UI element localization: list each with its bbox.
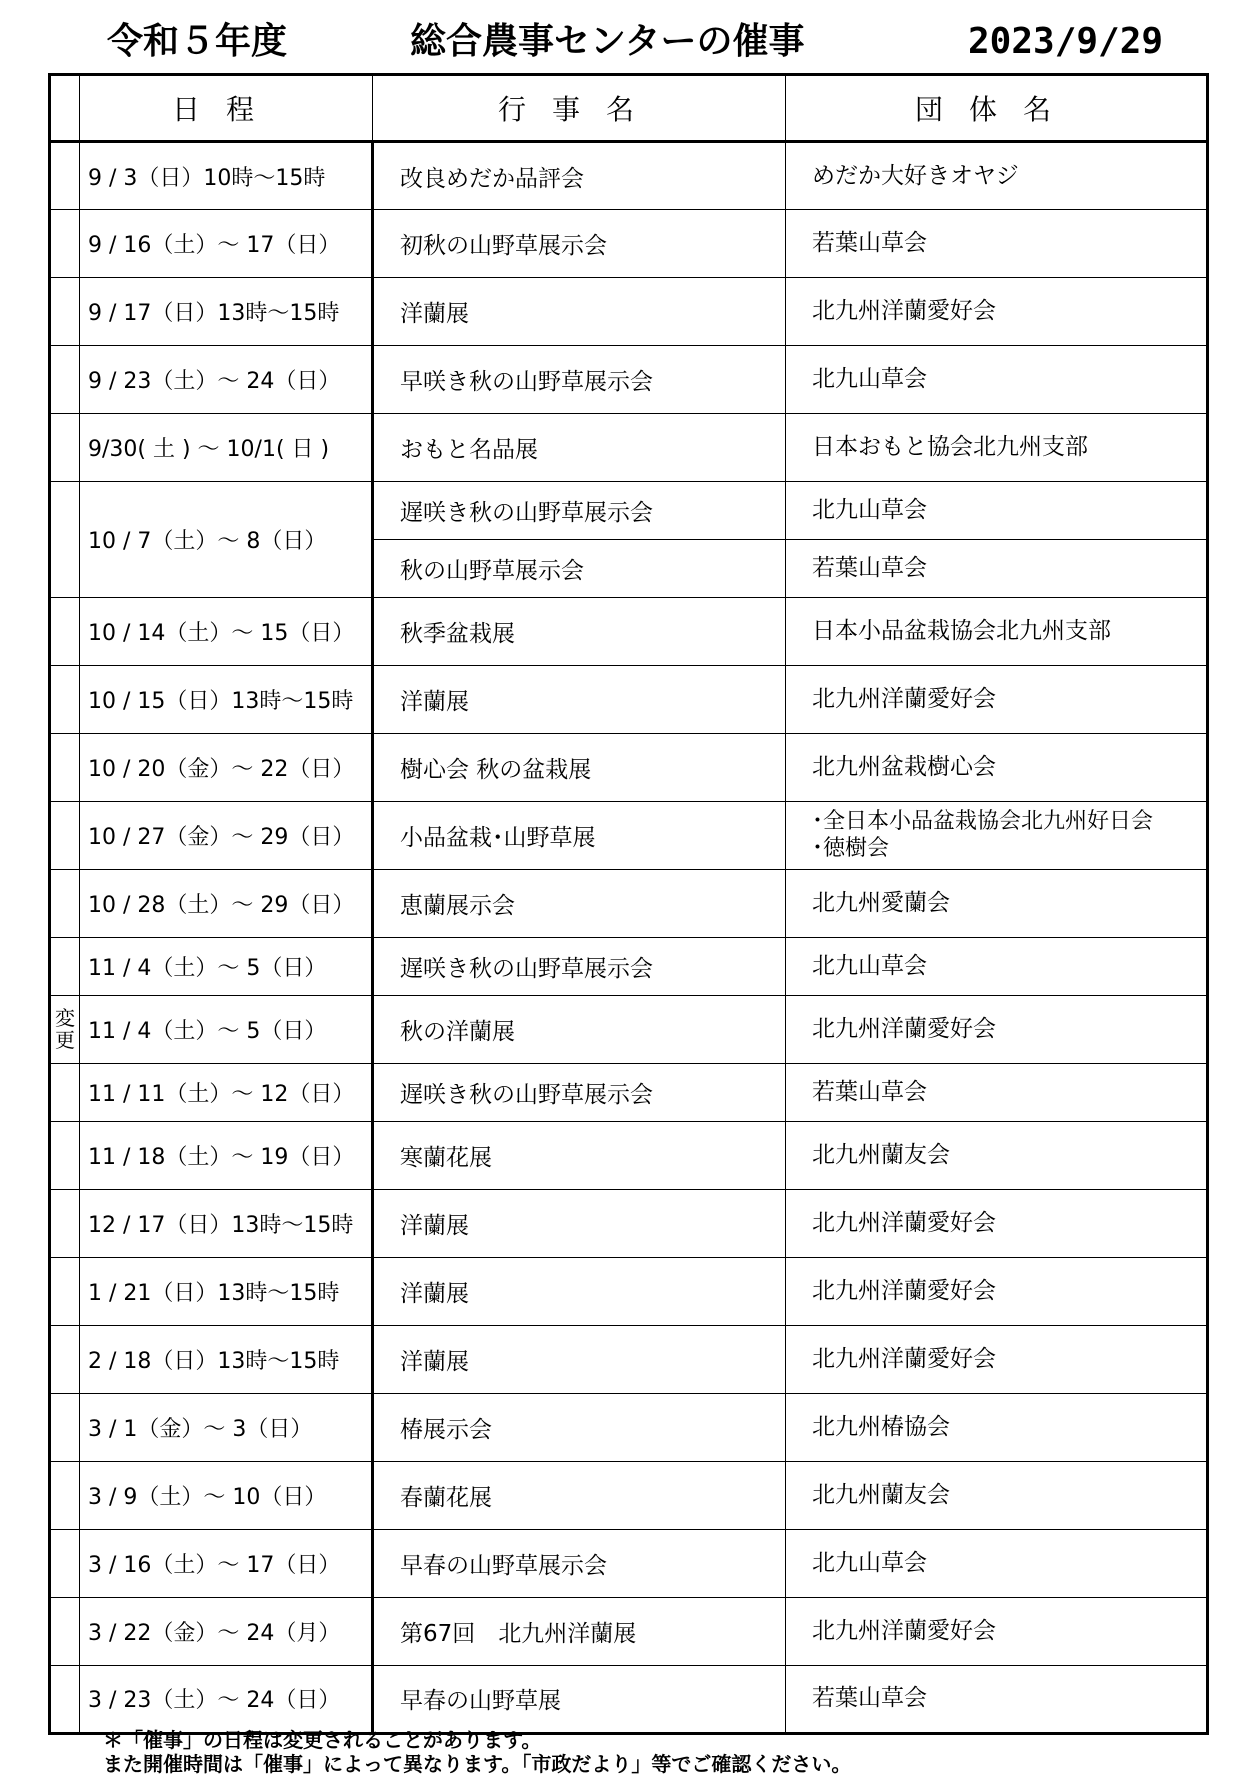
event-date: 2 / 18（日）13時～15時	[80, 1325, 373, 1393]
footnote-hours: また開催時間は「催事」によって異なります。「市政だより」等でご確認ください。	[103, 1752, 852, 1776]
organization-name: 北九山草会	[786, 1529, 1208, 1597]
organization-name: 北九州蘭友会	[786, 1121, 1208, 1189]
table-row	[50, 482, 1208, 540]
organization-name: 若葉山草会	[786, 210, 1208, 278]
event-date: 11 / 4（土）～ 5（日）	[80, 995, 373, 1063]
table-row	[50, 937, 1208, 995]
change-mark	[50, 142, 80, 210]
table-row	[50, 278, 1208, 346]
event-name: 洋蘭展	[373, 1189, 786, 1257]
table-row	[50, 142, 1208, 210]
table-row	[50, 414, 1208, 482]
organization-name: 北九山草会	[786, 482, 1208, 540]
change-mark	[50, 1529, 80, 1597]
table-row	[50, 1325, 1208, 1393]
event-name: 第67回 北九州洋蘭展	[373, 1597, 786, 1665]
table-row	[50, 665, 1208, 733]
event-date: 9 / 17（日）13時～15時	[80, 278, 373, 346]
events-table-body	[50, 142, 1208, 1734]
footnote-schedule-change: ＊「催事」の日程は変更されることがあります。	[103, 1728, 542, 1752]
organization-name: 若葉山草会	[786, 539, 1208, 597]
table-row	[50, 995, 1208, 1063]
change-mark	[50, 1461, 80, 1529]
event-date: 11 / 4（土）～ 5（日）	[80, 937, 373, 995]
event-name: 改良めだか品評会	[373, 142, 786, 210]
organization-name: 日本小品盆栽協会北九州支部	[786, 597, 1208, 665]
change-mark	[50, 346, 80, 414]
change-mark	[50, 597, 80, 665]
event-date: 3 / 1（金）～ 3（日）	[80, 1393, 373, 1461]
event-name: 小品盆栽･山野草展	[373, 801, 786, 869]
event-date: 11 / 11（土）～ 12（日）	[80, 1063, 373, 1121]
event-date: 10 / 20（金）～ 22（日）	[80, 733, 373, 801]
organization-line: ･徳樹会	[812, 836, 890, 862]
table-row	[50, 1529, 1208, 1597]
event-date: 1 / 21（日）13時～15時	[80, 1257, 373, 1325]
table-row	[50, 1665, 1208, 1733]
table-row	[50, 597, 1208, 665]
event-name: 秋季盆栽展	[373, 597, 786, 665]
fiscal-year-title: 令和５年度	[107, 21, 288, 62]
change-mark	[50, 665, 80, 733]
table-row	[50, 1393, 1208, 1461]
change-mark	[50, 1393, 80, 1461]
organization-name: 北九州洋蘭愛好会	[786, 995, 1208, 1063]
event-date: 3 / 16（土）～ 17（日）	[80, 1529, 373, 1597]
event-date: 3 / 22（金）～ 24（月）	[80, 1597, 373, 1665]
organization-name: 若葉山草会	[786, 1063, 1208, 1121]
event-name: 春蘭花展	[373, 1461, 786, 1529]
event-name: 洋蘭展	[373, 1325, 786, 1393]
change-mark	[50, 1121, 80, 1189]
change-mark	[50, 1063, 80, 1121]
organization-name	[786, 801, 1208, 869]
document-date: 2023/9/29	[968, 21, 1164, 62]
event-name: 椿展示会	[373, 1393, 786, 1461]
document-title: 総合農事センターの催事	[410, 21, 805, 62]
mark-column-header	[50, 75, 80, 142]
event-name: 寒蘭花展	[373, 1121, 786, 1189]
organization-name: 北九州洋蘭愛好会	[786, 1597, 1208, 1665]
organization-name: 北九州洋蘭愛好会	[786, 665, 1208, 733]
table-row	[50, 801, 1208, 869]
event-name: 洋蘭展	[373, 278, 786, 346]
event-date: 9 / 23（土）～ 24（日）	[80, 346, 373, 414]
event-name: 秋の山野草展示会	[373, 539, 786, 597]
change-mark	[50, 995, 80, 1063]
organization-name: 北九州洋蘭愛好会	[786, 1325, 1208, 1393]
event-name: 遅咲き秋の山野草展示会	[373, 937, 786, 995]
event-date: 9 / 16（土）～ 17（日）	[80, 210, 373, 278]
event-date: 11 / 18（土）～ 19（日）	[80, 1121, 373, 1189]
change-mark	[50, 801, 80, 869]
change-mark	[50, 937, 80, 995]
events-table	[48, 73, 1209, 1735]
event-date: 10 / 15（日）13時～15時	[80, 665, 373, 733]
change-mark	[50, 1257, 80, 1325]
organization-name: 北九州盆栽樹心会	[786, 733, 1208, 801]
change-mark	[50, 1189, 80, 1257]
organization-name: 北九州愛蘭会	[786, 869, 1208, 937]
event-date: 10 / 28（土）～ 29（日）	[80, 869, 373, 937]
organization-name: 日本おもと協会北九州支部	[786, 414, 1208, 482]
event-name: 遅咲き秋の山野草展示会	[373, 482, 786, 540]
change-mark	[50, 1597, 80, 1665]
organization-name: 北九州洋蘭愛好会	[786, 1257, 1208, 1325]
table-row	[50, 346, 1208, 414]
table-row	[50, 210, 1208, 278]
event-date: 9/30( 土 ) ～ 10/1( 日 )	[80, 414, 373, 482]
event-name: 洋蘭展	[373, 1257, 786, 1325]
table-row	[50, 869, 1208, 937]
event-name: 早咲き秋の山野草展示会	[373, 346, 786, 414]
table-row	[50, 1063, 1208, 1121]
event-date: 3 / 23（土）～ 24（日）	[80, 1665, 373, 1733]
table-header-row	[50, 75, 1208, 142]
organization-name: 北九州椿協会	[786, 1393, 1208, 1461]
organization-name: 北九州洋蘭愛好会	[786, 1189, 1208, 1257]
table-row	[50, 733, 1208, 801]
change-mark	[50, 869, 80, 937]
change-mark-text: 変更	[55, 1006, 75, 1053]
event-name: 早春の山野草展	[373, 1665, 786, 1733]
organization-name: 若葉山草会	[786, 1665, 1208, 1733]
organization-name: めだか大好きオヤジ	[786, 142, 1208, 210]
event-name: 洋蘭展	[373, 665, 786, 733]
event-name: 初秋の山野草展示会	[373, 210, 786, 278]
change-mark	[50, 278, 80, 346]
change-mark	[50, 482, 80, 598]
change-mark	[50, 210, 80, 278]
event-date: 3 / 9（土）～ 10（日）	[80, 1461, 373, 1529]
schedule-column-header: 日程	[80, 75, 373, 142]
event-date: 10 / 14（土）～ 15（日）	[80, 597, 373, 665]
event-date: 12 / 17（日）13時～15時	[80, 1189, 373, 1257]
organization-name: 北九州洋蘭愛好会	[786, 278, 1208, 346]
table-row	[50, 1257, 1208, 1325]
event-date: 10 / 27（金）～ 29（日）	[80, 801, 373, 869]
event-name: 秋の洋蘭展	[373, 995, 786, 1063]
event-name: 恵蘭展示会	[373, 869, 786, 937]
event-date: 9 / 3（日）10時～15時	[80, 142, 373, 210]
organization-name: 北九山草会	[786, 346, 1208, 414]
event-name: 樹心会 秋の盆栽展	[373, 733, 786, 801]
event-name: 遅咲き秋の山野草展示会	[373, 1063, 786, 1121]
organization-line: ･全日本小品盆栽協会北九州好日会	[812, 809, 1154, 835]
change-mark	[50, 733, 80, 801]
change-mark	[50, 1665, 80, 1733]
event-date: 10 / 7（土）～ 8（日）	[80, 482, 373, 598]
event-name: おもと名品展	[373, 414, 786, 482]
change-mark	[50, 414, 80, 482]
table-row	[50, 1597, 1208, 1665]
event-name: 早春の山野草展示会	[373, 1529, 786, 1597]
organization-name: 北九州蘭友会	[786, 1461, 1208, 1529]
table-row	[50, 1189, 1208, 1257]
table-row	[50, 1121, 1208, 1189]
table-row	[50, 1461, 1208, 1529]
organization-name: 北九山草会	[786, 937, 1208, 995]
event-column-header: 行事名	[373, 75, 786, 142]
organization-column-header: 団体名	[786, 75, 1208, 142]
change-mark	[50, 1325, 80, 1393]
